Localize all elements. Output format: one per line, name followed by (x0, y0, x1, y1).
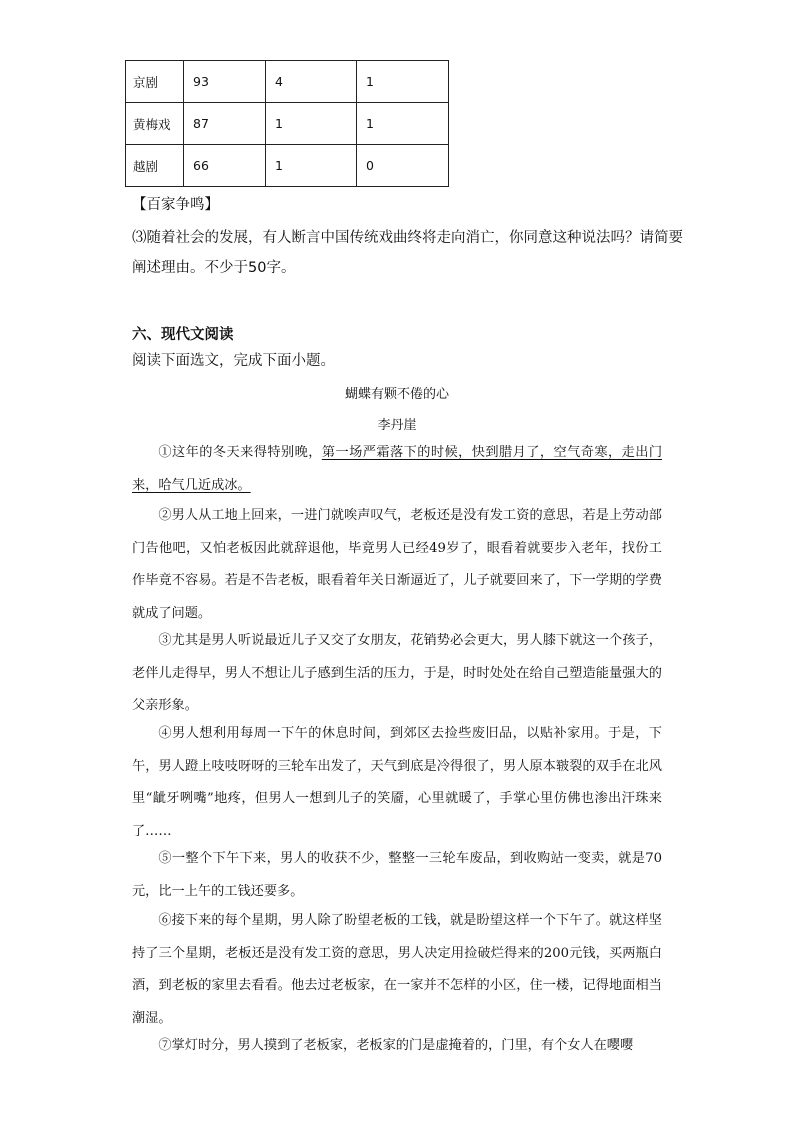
table-cell: 1 (357, 61, 449, 103)
table-cell: 京剧 (126, 61, 184, 103)
paragraph-1 (132, 437, 662, 502)
paragraph-1-text: ①这年的冬天来得特别晚， (158, 445, 322, 460)
paragraph-6: ⑥接下来的每个星期，男人除了盼望老板的工钱，就是盼望这样一个下午了。就这样坚持了三个星期，老板还是没有发工资的意思，男人决定用捡破烂得来的200元钱，买两瓶白酒，到老板的家里去看看。他去过老板家，在一家并不怎样的小区，住一楼，记得地面相当潮湿。 (132, 913, 662, 1026)
table-cell: 4 (266, 61, 357, 103)
table-cell: 0 (357, 145, 449, 187)
table-cell: 越剧 (126, 145, 184, 187)
reading-instruction: 阅读下面选文，完成下面小题。 (132, 353, 335, 369)
question-3-line-1: ⑶随着社会的发展，有人断言中国传统戏曲终将走向消亡，你同意这种说法吗？请简要 (132, 230, 683, 246)
article-title: 蝴蝶有颗不倦的心 (344, 387, 449, 402)
paragraph-1-underlined-text: 第一场严霜落下的时候，快到腊月了，空气奇寒，走出门来，哈气几近成冰。 (132, 445, 663, 493)
table-cell: 93 (184, 61, 266, 103)
question-3-line-2: 阐述理由。不少于50字。 (132, 260, 296, 276)
debate-heading: 【百家争鸣】 (132, 197, 219, 213)
table-row (126, 61, 449, 103)
table-cell: 1 (266, 103, 357, 145)
paragraph-3: ③尤其是男人听说最近儿子又交了女朋友，花销势必会更大，男人膝下就这一个孩子，老伴儿走得早，男人不想让儿子感到生活的压力，于是，时时处处在给自己塑造能量强大的父亲形象。 (132, 633, 662, 713)
section-heading: 六、现代文阅读 (132, 327, 234, 343)
table-row (126, 145, 449, 187)
table-cell: 1 (357, 103, 449, 145)
paragraph-4: ④男人想利用每周一下午的休息时间，到郊区去捡些废旧品，以贴补家用。于是，下午，男人蹬上吱吱呀呀的三轮车出发了，天气到底是冷得很了，男人原本皲裂的双手在北风里“龇牙咧嘴”地疼，但男人一想到儿子的笑靥，心里就暖了，手掌心里仿佛也渗出汗珠来了…… (132, 726, 662, 839)
opera-survey-table (125, 60, 449, 187)
table-cell: 66 (184, 145, 266, 187)
paragraph-2: ②男人从工地上回来，一进门就唉声叹气，老板还是没有发工资的意思，若是上劳动部门告他吧，又怕老板因此就辞退他，毕竟男人已经49岁了，眼看着就要步入老年，找份工作毕竟不容易。若是不告老板，眼看着年关日渐逼近了，儿子就要回来了，下一学期的学费就成了问题。 (132, 508, 662, 621)
paragraph-5: ⑤一整个下午下来，男人的收获不少，整整一三轮车废品，到收购站一变卖，就是70元，比一上午的工钱还要多。 (132, 851, 662, 899)
article-author: 李丹崖 (377, 418, 417, 433)
table-row (126, 103, 449, 145)
table-cell: 黄梅戏 (126, 103, 184, 145)
table-cell: 87 (184, 103, 266, 145)
paragraph-7: ⑦掌灯时分，男人摸到了老板家，老板家的门是虚掩着的，门里，有个女人在嘤嘤 (158, 1038, 634, 1053)
table-cell: 1 (266, 145, 357, 187)
